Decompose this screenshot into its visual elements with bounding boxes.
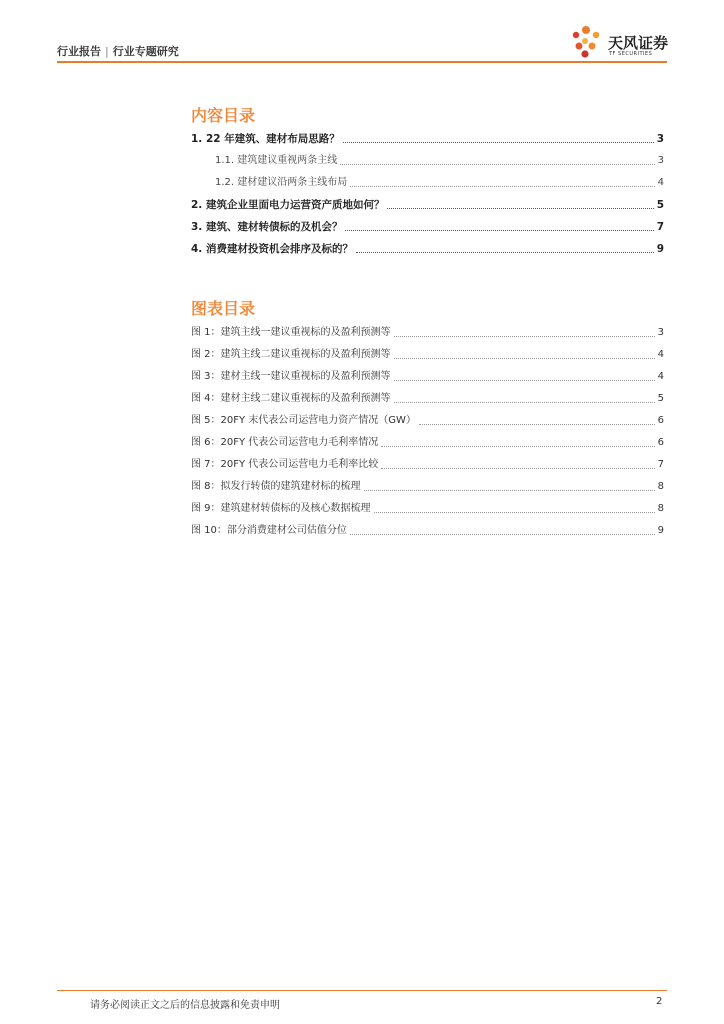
toc-entry[interactable]	[215, 154, 664, 168]
toc-entry-page: 5	[656, 199, 664, 211]
header-divider	[57, 61, 667, 63]
figure-entry-label: 图 3：建材主线一建议重视标的及盈利预测等	[191, 371, 391, 382]
figure-entry[interactable]	[191, 480, 664, 494]
footer-disclaimer: 请务必阅读正文之后的信息披露和免责申明	[90, 1000, 280, 1011]
figure-entry[interactable]	[191, 458, 664, 472]
report-type	[57, 43, 179, 59]
leader-dots	[381, 468, 654, 469]
figure-entry-page: 4	[657, 371, 664, 382]
leader-dots	[350, 534, 655, 535]
leader-dots	[364, 490, 655, 491]
toc-entry[interactable]	[191, 198, 664, 212]
figure-entry-label: 图 6：20FY 代表公司运营电力毛利率情况	[191, 437, 379, 448]
figure-entry-label: 图 1：建筑主线一建议重视标的及盈利预测等	[191, 327, 391, 338]
figure-entry[interactable]	[191, 502, 664, 516]
figures-title: 图表目录	[191, 299, 256, 318]
figure-entry-label: 图 5：20FY 末代表公司运营电力资产情况（GW）	[191, 415, 416, 426]
toc-entry-page: 9	[656, 243, 664, 255]
figure-entry[interactable]	[191, 392, 664, 406]
leader-dots	[387, 208, 653, 209]
figure-entry-page: 4	[657, 349, 664, 360]
brand-name: 天风证券	[608, 34, 669, 52]
toc-entry[interactable]	[191, 220, 664, 234]
leader-dots	[350, 186, 654, 187]
leader-dots	[345, 230, 653, 231]
toc-entry-label: 3. 建筑、建材转债标的及机会？	[191, 221, 343, 233]
toc-entry-page: 7	[656, 221, 664, 233]
figure-entry-label: 图 10：部分消费建材公司估值分位	[191, 525, 347, 536]
toc-entry-page: 4	[657, 177, 664, 188]
leader-dots	[394, 336, 655, 337]
figure-entry-page: 8	[657, 481, 664, 492]
toc-entry-label: 1. 22 年建筑、建材布局思路？	[191, 133, 340, 145]
figure-entry-page: 6	[657, 415, 664, 426]
leader-dots	[381, 446, 654, 447]
toc-entry[interactable]	[215, 176, 664, 190]
report-category: 行业报告	[57, 45, 101, 58]
leader-dots	[394, 402, 655, 403]
toc-entry[interactable]	[191, 132, 664, 146]
page-number: 2	[656, 996, 663, 1007]
figure-entry-page: 6	[657, 437, 664, 448]
toc-entry-label: 1.1. 建筑建议重视两条主线	[215, 155, 338, 166]
figure-entry-page: 7	[657, 459, 664, 470]
figure-entry-page: 3	[657, 327, 664, 338]
toc-entry-page: 3	[656, 133, 664, 145]
toc-title: 内容目录	[191, 106, 256, 125]
figure-entry[interactable]	[191, 524, 664, 538]
report-subcategory: 行业专题研究	[112, 45, 179, 58]
header-separator: |	[105, 45, 109, 58]
toc-entry-label: 4. 消费建材投资机会排序及标的？	[191, 243, 353, 255]
figure-entry[interactable]	[191, 326, 664, 340]
figure-entry-page: 8	[657, 503, 664, 514]
figure-entry-label: 图 2：建筑主线二建议重视标的及盈利预测等	[191, 349, 391, 360]
figure-entry-label: 图 4：建材主线二建议重视标的及盈利预测等	[191, 393, 391, 404]
figure-entry-page: 9	[657, 525, 664, 536]
toc-entry-label: 1.2. 建材建议沿两条主线布局	[215, 177, 348, 188]
figure-entry[interactable]	[191, 436, 664, 450]
leader-dots	[343, 142, 654, 143]
leader-dots	[356, 252, 654, 253]
leader-dots	[394, 358, 655, 359]
brand-subtitle: TF SECURITIES	[609, 51, 653, 57]
figure-entry-label: 图 8：拟发行转债的建筑建材标的梳理	[191, 481, 361, 492]
figure-entry[interactable]	[191, 348, 664, 362]
leader-dots	[419, 424, 655, 425]
toc-entry-page: 3	[657, 155, 664, 166]
figure-entry-label: 图 9：建筑建材转债标的及核心数据梳理	[191, 503, 371, 514]
figure-entry[interactable]	[191, 414, 664, 428]
toc-entry[interactable]	[191, 242, 664, 256]
leader-dots	[394, 380, 655, 381]
figure-entry-page: 5	[657, 393, 664, 404]
footer-divider	[57, 990, 667, 991]
figure-entry-label: 图 7：20FY 代表公司运营电力毛利率比较	[191, 459, 379, 470]
leader-dots	[374, 512, 655, 513]
figure-entry[interactable]	[191, 370, 664, 384]
toc-entry-label: 2. 建筑企业里面电力运营资产质地如何？	[191, 199, 385, 211]
leader-dots	[340, 164, 654, 165]
